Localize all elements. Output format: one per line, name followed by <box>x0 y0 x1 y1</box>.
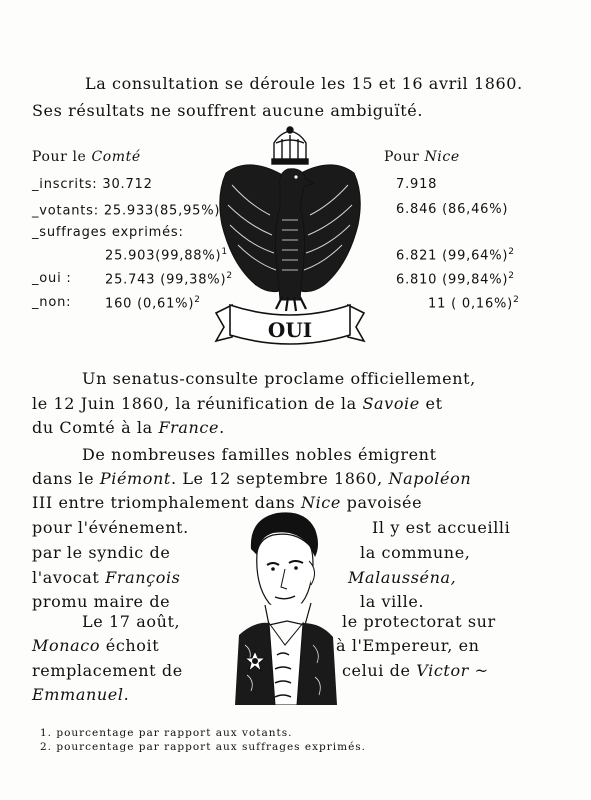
families-line-4b: Il y est accueilli <box>372 518 511 537</box>
portrait-illustration <box>225 505 345 705</box>
senatus-line-3 <box>32 420 225 436</box>
footnote-2: 2. pourcentage par rapport aux suffrages exprimés. <box>40 741 367 753</box>
oui-nice <box>396 272 515 286</box>
napoleon-word: Napoléon <box>388 469 472 488</box>
piemont-word: Piémont <box>99 469 171 488</box>
families-line-6a <box>32 570 180 586</box>
families-line-7b: la ville. <box>360 592 425 611</box>
exprimes-comte-value: 25.903(99,88%) <box>105 248 222 264</box>
francois-word: François <box>105 568 181 587</box>
monaco-word: Monaco <box>32 636 101 655</box>
senatus-line-3a: du Comté à la <box>32 418 153 437</box>
banner-oui-text: OUI <box>267 318 313 342</box>
savoie-word: Savoie <box>362 394 420 413</box>
exprimes-label: _suffrages exprimés: <box>32 225 184 240</box>
exprimes-nice-value: 6.821 (99,64%) <box>396 248 509 264</box>
exprimes-comte-sup: 1 <box>221 247 228 257</box>
families-line-2a: dans le <box>32 469 95 488</box>
footnote-1: 1. pourcentage par rapport aux votants. <box>40 727 293 739</box>
non-label: _non: <box>32 295 72 310</box>
nice-name: Nice <box>424 149 460 165</box>
families-line-6-avocat: l'avocat <box>32 568 100 587</box>
families-line-4a: pour l'événement. <box>32 518 189 537</box>
votants-value: _votants: 25.933(85,95%) <box>32 203 221 219</box>
france-word: France <box>158 418 220 437</box>
senatus-line-1: Un senatus-consulte proclame officiellement, <box>82 369 476 388</box>
crown-icon <box>272 127 308 164</box>
oui-nice-value: 6.810 (99,84%) <box>396 272 509 288</box>
oui-nice-sup: 2 <box>508 271 515 281</box>
families-line-5a: par le syndic de <box>32 543 171 562</box>
non-nice <box>428 296 520 310</box>
oui-label: _oui : <box>32 271 72 286</box>
senatus-line-2a: le 12 Juin 1860, la réunification de la <box>32 394 357 413</box>
senatus-line-2c: et <box>425 394 443 413</box>
intro-line-2: Ses résultats ne souffrent aucune ambiguïté. <box>32 101 424 120</box>
oui-comte-sup: 2 <box>226 271 233 281</box>
exprimes-nice-sup: 2 <box>508 247 515 257</box>
monaco-line-3b <box>342 663 489 679</box>
malaussena-word: Malausséna, <box>348 568 457 587</box>
non-nice-sup: 2 <box>513 295 520 305</box>
families-line-2c: . Le 12 septembre 1860, <box>170 469 383 488</box>
non-comte-sup: 2 <box>194 295 201 305</box>
monaco-line-3b-text: celui de <box>342 661 411 680</box>
families-line-7a: promu maire de <box>32 592 171 611</box>
non-comte-value: 160 (0,61%) <box>105 296 195 312</box>
emmanuel-word: Emmanuel <box>32 685 124 704</box>
families-line-1: De nombreuses familles nobles émigrent <box>82 445 437 464</box>
monaco-line-3a: remplacement de <box>32 661 183 680</box>
families-line-3c: pavoisée <box>346 493 423 512</box>
victor-word: Victor ~ <box>416 661 489 680</box>
monaco-line-4-period: . <box>123 685 130 704</box>
inscrits-nice: 7.918 <box>396 177 438 192</box>
senatus-line-2 <box>32 396 443 412</box>
nice-header <box>384 150 460 164</box>
non-comte <box>105 296 201 310</box>
nice-word: Nice <box>300 493 341 512</box>
exprimes-nice <box>396 248 515 262</box>
votants-label <box>32 203 227 217</box>
nice-prefix: Pour <box>384 149 420 165</box>
monaco-line-2b: échoit <box>105 636 160 655</box>
monaco-line-4 <box>32 687 129 703</box>
monaco-line-2c: à l'Empereur, en <box>336 636 480 655</box>
votants-nice: 6.846 (86,46%) <box>396 202 509 217</box>
inscrits-label: _inscrits: 30.712 <box>32 177 153 192</box>
monaco-line-1a: Le 17 août, <box>82 612 181 631</box>
monaco-line-1b: le protectorat sur <box>342 612 496 631</box>
families-line-2 <box>32 471 471 487</box>
non-nice-value: 11 ( 0,16%) <box>428 296 514 312</box>
comte-prefix: Pour le <box>32 149 87 165</box>
comte-name: Comté <box>91 149 141 165</box>
oui-comte-value: 25.743 (99,38%) <box>105 272 227 288</box>
monaco-line-2a <box>32 638 159 654</box>
families-line-5b: la commune, <box>360 543 471 562</box>
comte-header <box>32 150 141 164</box>
intro-line-1: La consultation se déroule les 15 et 16 avril 1860. <box>85 74 523 93</box>
families-line-3a: III entre triomphalement dans <box>32 493 296 512</box>
senatus-line-3c: . <box>219 418 225 437</box>
imperial-eagle-icon <box>210 125 370 350</box>
